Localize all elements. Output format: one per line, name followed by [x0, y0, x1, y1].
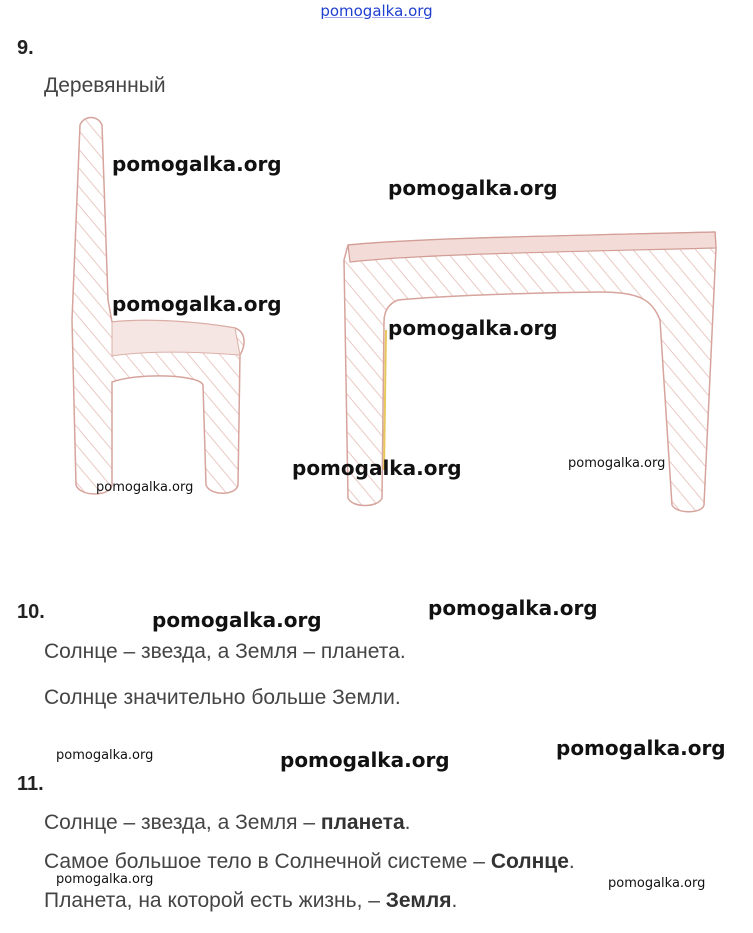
watermark: pomogalka.org: [428, 596, 598, 620]
watermark: pomogalka.org: [152, 608, 322, 632]
question-11-line-1: [44, 811, 411, 835]
watermark: pomogalka.org: [96, 480, 194, 495]
watermark: pomogalka.org: [292, 456, 462, 480]
watermark: pomogalka.org: [556, 736, 726, 760]
question-11-line-2: [44, 850, 575, 874]
bold-answer: Солнце: [490, 850, 569, 873]
question-10-line-1: Солнце – звезда, а Земля – планета.: [44, 640, 406, 663]
watermark: pomogalka.org: [568, 456, 666, 471]
watermark: pomogalka.org: [608, 876, 706, 891]
text-span: Самое большое тело в Солнечной системе –: [44, 850, 491, 873]
question-10-line-2: Солнце значительно больше Земли.: [44, 686, 401, 709]
question-10-number: 10.: [17, 601, 45, 623]
text-span: .: [451, 889, 458, 912]
site-link[interactable]: pomogalka.org: [320, 2, 433, 20]
text-span: Планета, на которой есть жизнь, –: [44, 889, 386, 912]
question-11-number: 11.: [17, 773, 44, 795]
watermark: pomogalka.org: [112, 152, 282, 176]
text-span: .: [568, 850, 575, 873]
question-11-line-3: [44, 889, 457, 913]
watermark: pomogalka.org: [388, 316, 558, 340]
bold-answer: планета: [320, 811, 405, 834]
watermark: pomogalka.org: [56, 748, 154, 763]
question-9-number: 9.: [17, 37, 34, 59]
text-span: .: [404, 811, 411, 834]
watermark: pomogalka.org: [56, 872, 154, 887]
watermark: pomogalka.org: [280, 748, 450, 772]
watermark: pomogalka.org: [112, 292, 282, 316]
bold-answer: Земля: [385, 889, 452, 912]
text-span: Солнце – звезда, а Земля –: [44, 811, 321, 834]
watermark: pomogalka.org: [388, 176, 558, 200]
question-9-answer: Деревянный: [44, 74, 166, 97]
